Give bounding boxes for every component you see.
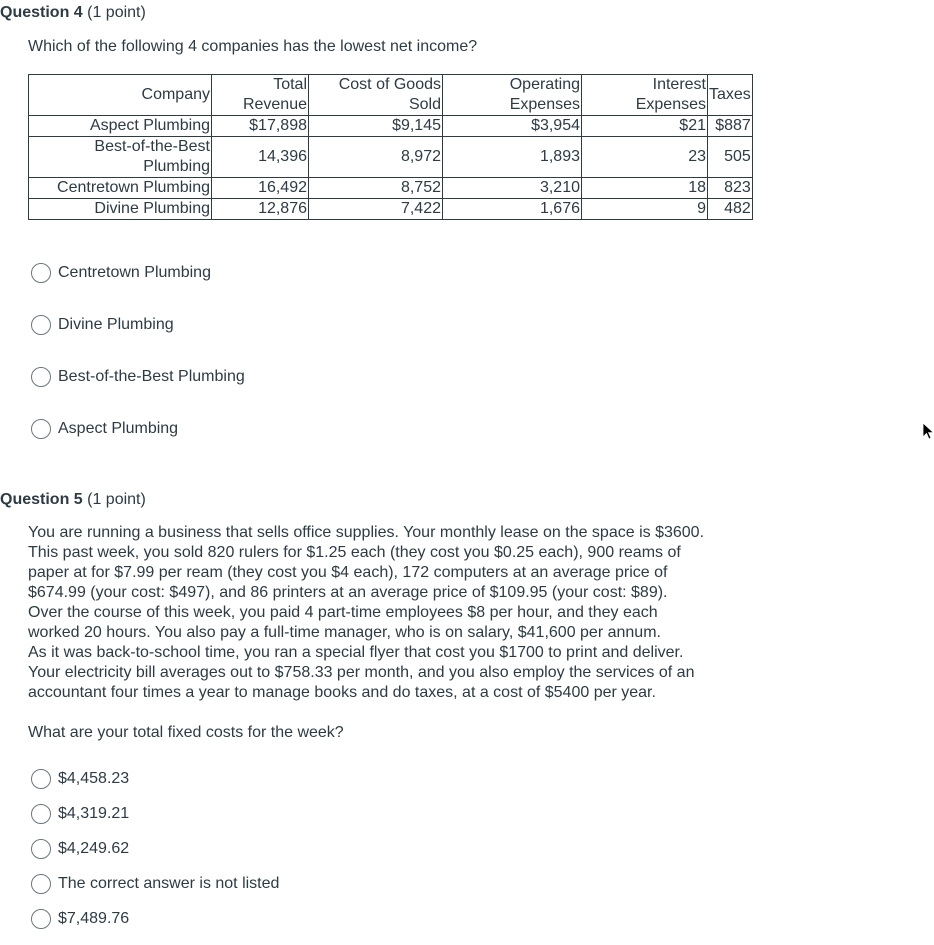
table-row: [29, 199, 753, 220]
q5-option-2[interactable]: [31, 803, 129, 825]
q5-option-label: $7,489.76: [58, 910, 130, 927]
header-taxes: Taxes: [708, 75, 753, 116]
cell-interest: 18: [582, 178, 708, 199]
cell-revenue: 14,396: [212, 137, 309, 178]
table-header-row: [29, 75, 753, 116]
question-4-title: Question 4: [0, 4, 83, 21]
cell-cogs: 8,752: [309, 178, 443, 199]
header-opex-line1: Operating: [509, 76, 580, 93]
radio-button[interactable]: [31, 419, 51, 439]
question-4-prompt: Which of the following 4 companies has the lowest net income?: [28, 38, 478, 55]
cell-company-line1: Best-of-the-Best: [94, 138, 210, 155]
scenario-line: accountant four times a year to manage books and do taxes, at a cost of $5400 per year.: [28, 684, 656, 701]
scenario-line: You are running a business that sells office supplies. Your monthly lease on the space is $3600.: [28, 524, 705, 541]
table-row: [29, 178, 753, 199]
cell-company: Aspect Plumbing: [29, 116, 212, 137]
cell-revenue: 12,876: [212, 199, 309, 220]
header-company: Company: [29, 75, 212, 116]
cell-opex: 3,210: [443, 178, 582, 199]
mouse-pointer-icon: [922, 422, 934, 442]
cell-taxes: $887: [708, 116, 753, 137]
question-5-prompt: What are your total fixed costs for the week?: [28, 724, 344, 741]
q5-option-label: $4,249.62: [58, 840, 130, 857]
cell-company: Divine Plumbing: [29, 199, 212, 220]
radio-button[interactable]: [31, 367, 51, 387]
header-cogs-line1: Cost of Goods: [338, 76, 441, 93]
radio-button[interactable]: [31, 804, 51, 824]
income-data-table: [28, 74, 753, 220]
scenario-line: paper at for $7.99 per ream (they cost you $4 each), 172 computers at an average price of: [28, 564, 668, 581]
scenario-line: worked 20 hours. You also pay a full-time manager, who is on salary, $41,600 per annum.: [28, 624, 661, 641]
header-cogs-line2: Sold: [408, 96, 441, 113]
cell-company: [29, 137, 212, 178]
header-opex-line2: Expenses: [509, 96, 580, 113]
q4-option-label: Centretown Plumbing: [58, 264, 211, 281]
q5-option-5[interactable]: [31, 908, 129, 930]
radio-button[interactable]: [31, 874, 51, 894]
q4-option-label: Divine Plumbing: [58, 316, 174, 333]
cell-taxes: 482: [708, 199, 753, 220]
question-4-points: (1 point): [82, 4, 146, 21]
question-5-scenario: [28, 523, 704, 703]
header-interest-line1: Interest: [652, 76, 706, 93]
cell-interest: 9: [582, 199, 708, 220]
q4-option-aspect[interactable]: [31, 418, 178, 440]
table-row: [29, 116, 753, 137]
header-total-revenue-line2: Revenue: [242, 96, 307, 113]
radio-button[interactable]: [31, 769, 51, 789]
q5-option-1[interactable]: [31, 768, 129, 790]
q5-option-label: The correct answer is not listed: [58, 875, 280, 892]
scenario-line: This past week, you sold 820 rulers for $1.25 each (they cost you $0.25 each), 900 reams of: [28, 544, 681, 561]
cell-cogs: $9,145: [309, 116, 443, 137]
header-operating-expenses: [443, 75, 582, 116]
cell-company: Centretown Plumbing: [29, 178, 212, 199]
q5-option-4[interactable]: [31, 873, 279, 895]
q4-option-label: Best-of-the-Best Plumbing: [58, 368, 245, 385]
question-5-title: Question 5: [0, 491, 83, 508]
question-5-points: (1 point): [82, 491, 146, 508]
question-4-header: [0, 3, 146, 23]
scenario-line: As it was back-to-school time, you ran a special flyer that cost you $1700 to print and deliver.: [28, 644, 684, 661]
q5-option-label: $4,458.23: [58, 770, 130, 787]
cell-taxes: 823: [708, 178, 753, 199]
cell-opex: 1,893: [443, 137, 582, 178]
radio-button[interactable]: [31, 263, 51, 283]
header-interest-expenses: [582, 75, 708, 116]
cell-interest: 23: [582, 137, 708, 178]
cell-revenue: $17,898: [212, 116, 309, 137]
radio-button[interactable]: [31, 315, 51, 335]
cell-taxes: 505: [708, 137, 753, 178]
table-row: [29, 137, 753, 178]
cell-cogs: 8,972: [309, 137, 443, 178]
header-total-revenue-line1: Total: [273, 76, 307, 93]
radio-button[interactable]: [31, 839, 51, 859]
q4-option-divine[interactable]: [31, 314, 174, 336]
radio-button[interactable]: [31, 909, 51, 929]
cell-interest: $21: [582, 116, 708, 137]
cell-opex: 1,676: [443, 199, 582, 220]
scenario-line: $674.99 (your cost: $497), and 86 printers at an average price of $109.95 (your cost: $89).: [28, 584, 668, 601]
header-cogs: [309, 75, 443, 116]
q5-option-3[interactable]: [31, 838, 129, 860]
q4-option-best-of-the-best[interactable]: [31, 366, 245, 388]
cell-company-line2: Plumbing: [143, 158, 210, 175]
cell-revenue: 16,492: [212, 178, 309, 199]
q4-option-centretown[interactable]: [31, 262, 211, 284]
header-total-revenue: [212, 75, 309, 116]
scenario-line: Over the course of this week, you paid 4 part-time employees $8 per hour, and they each: [28, 604, 658, 621]
q4-option-label: Aspect Plumbing: [58, 420, 179, 437]
cell-cogs: 7,422: [309, 199, 443, 220]
q5-option-label: $4,319.21: [58, 805, 130, 822]
question-5-header: [0, 490, 146, 510]
cell-opex: $3,954: [443, 116, 582, 137]
header-interest-line2: Expenses: [635, 96, 706, 113]
scenario-line: Your electricity bill averages out to $758.33 per month, and you also employ the services of an: [28, 664, 695, 681]
